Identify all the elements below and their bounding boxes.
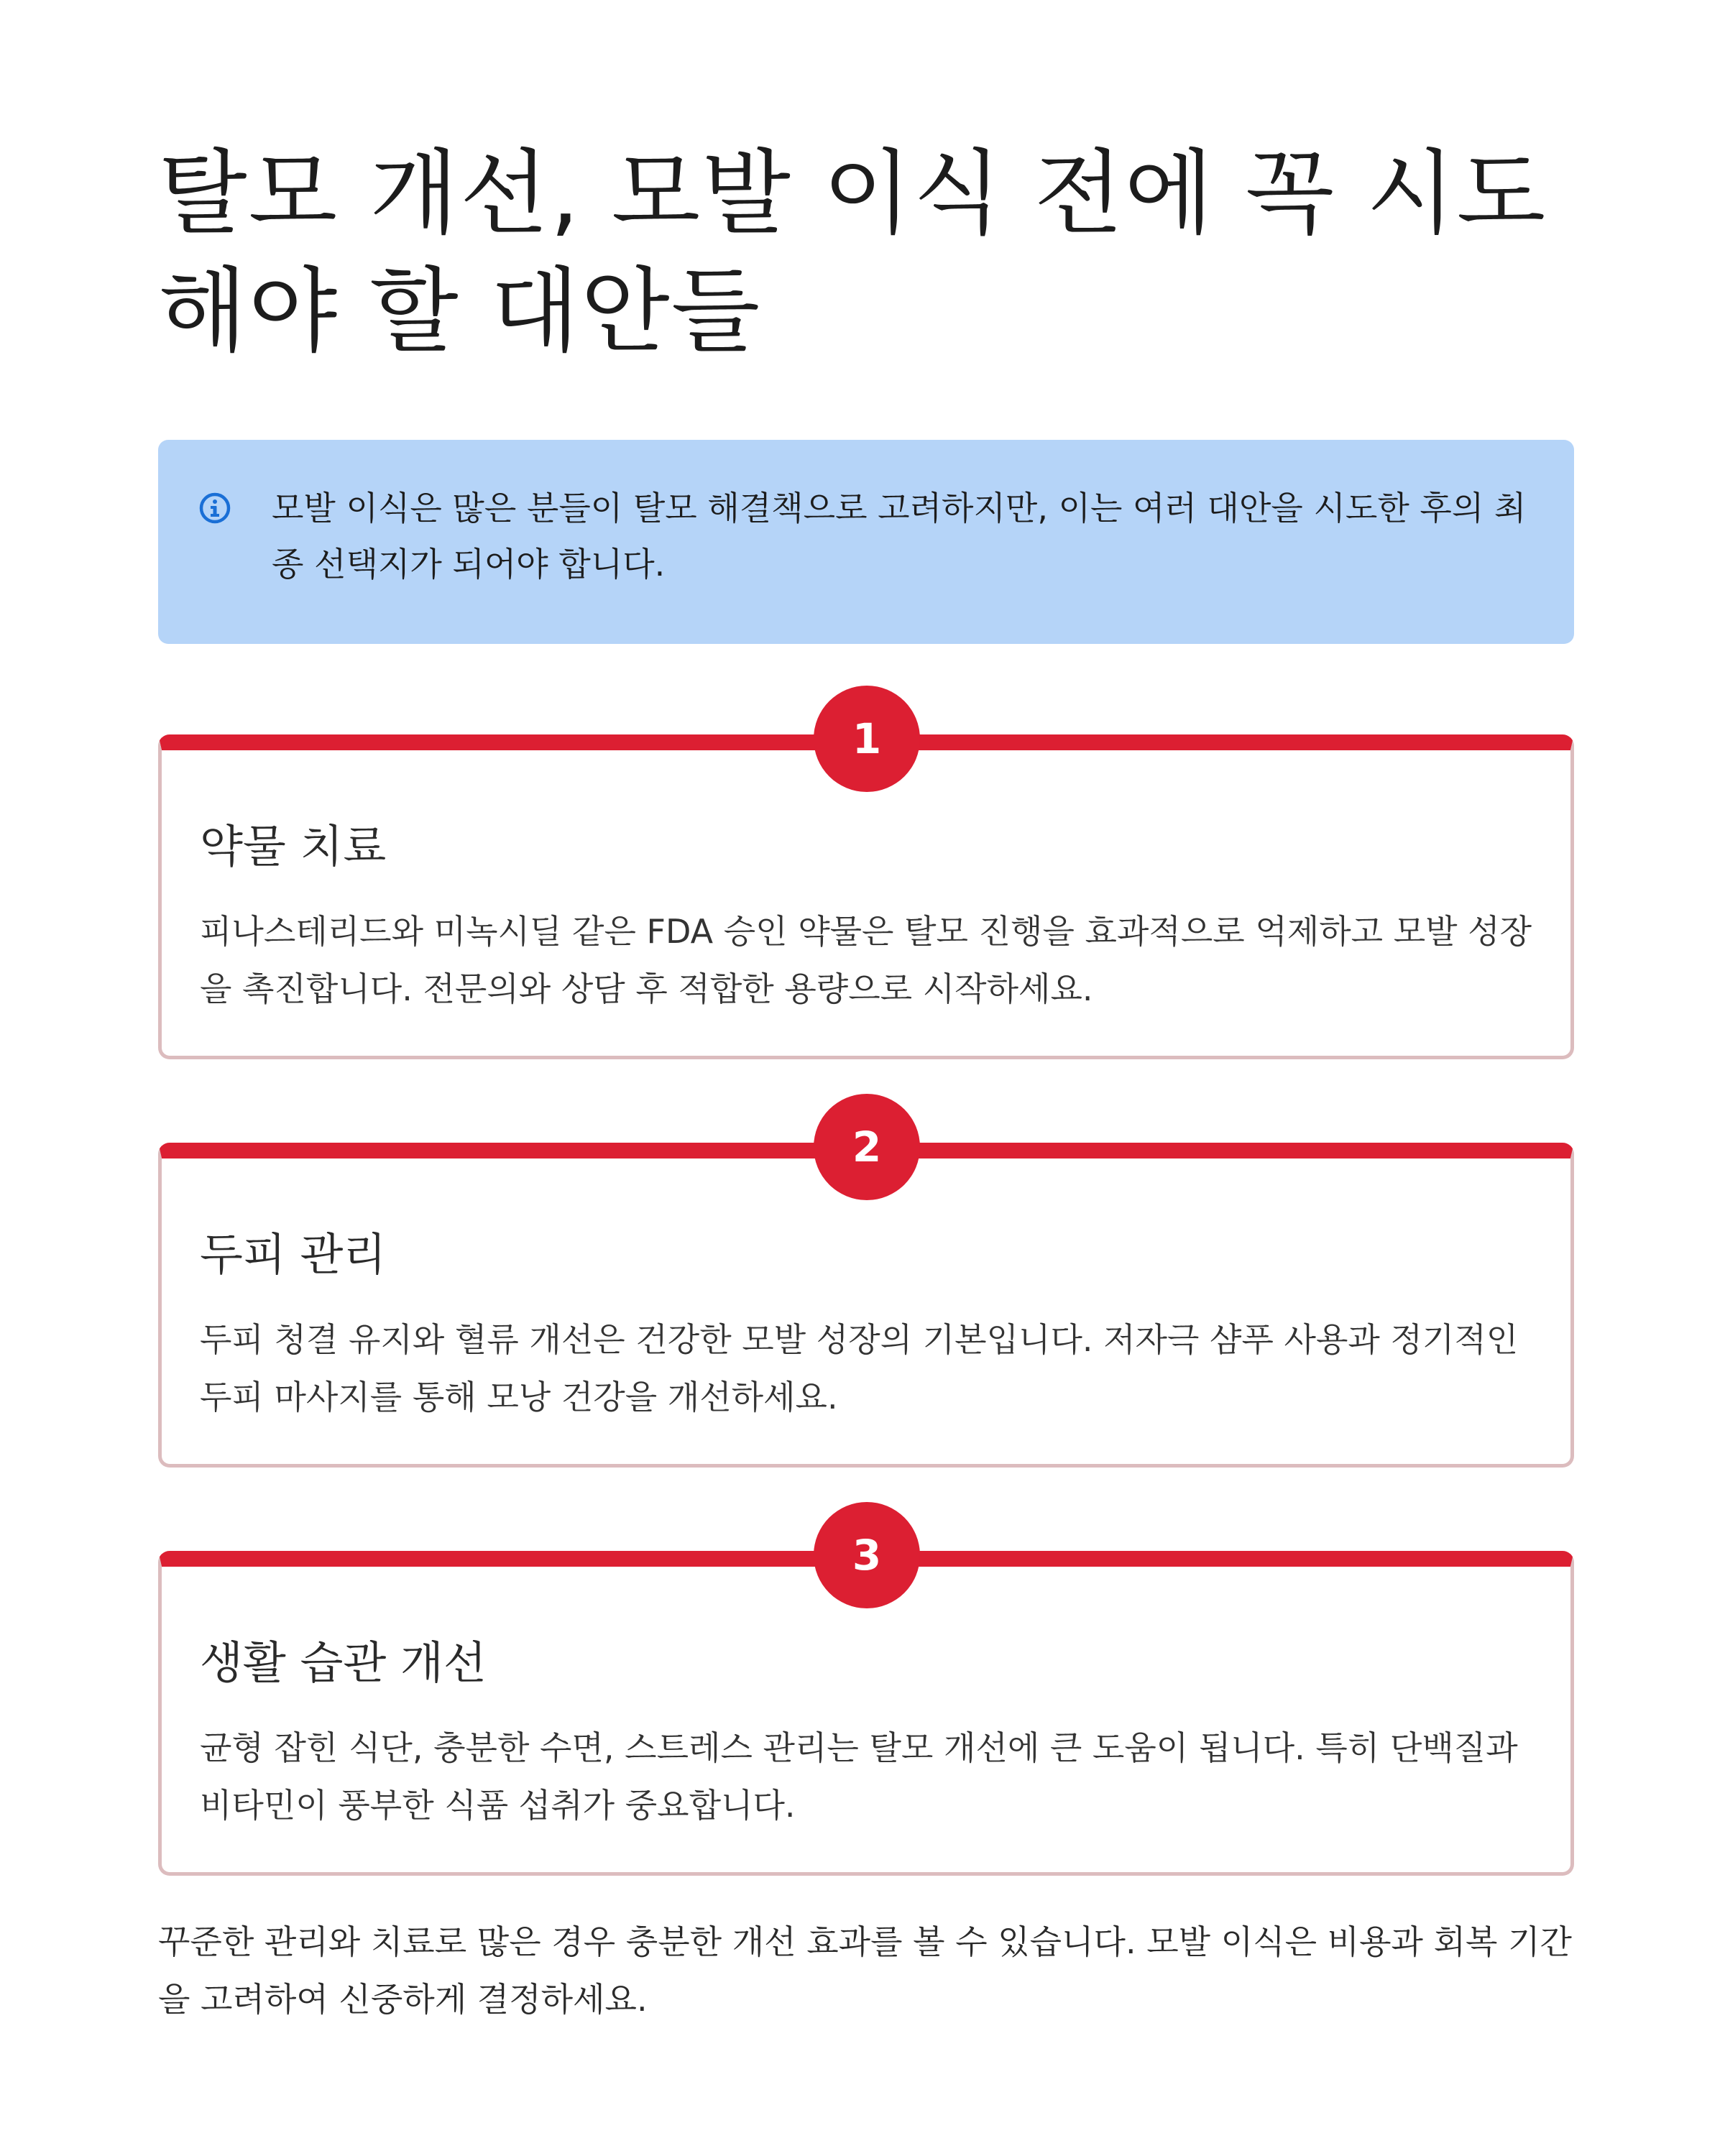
step-number-badge: 3 xyxy=(814,1502,920,1608)
info-circle-icon xyxy=(198,492,231,525)
step-number-badge: 1 xyxy=(814,686,920,792)
step-number-badge: 2 xyxy=(814,1094,920,1200)
step-title: 두피 관리 xyxy=(200,1228,387,1281)
step-card xyxy=(158,1531,1574,1876)
step-card xyxy=(158,1123,1574,1468)
step-description: 균형 잡힌 식단, 충분한 수면, 스트레스 관리는 탈모 개선에 큰 도움이 됩니다. 특히 단백질과 비타민이 풍부한 식품 섭취가 중요합니다. xyxy=(200,1728,1518,1825)
step-description: 두피 청결 유지와 혈류 개선은 건강한 모발 성장의 기본입니다. 저자극 샴푸 사용과 정기적인 두피 마사지를 통해 모낭 건강을 개선하세요. xyxy=(200,1320,1519,1416)
step-title: 생활 습관 개선 xyxy=(200,1636,487,1689)
info-text: 모발 이식은 많은 분들이 탈모 해결책으로 고려하지만, 이는 여러 대안을 시도한 후의 최종 선택지가 되어야 합니다. xyxy=(272,489,1527,584)
step-title: 약물 치료 xyxy=(200,820,387,872)
step-description: 피나스테리드와 미녹시딜 같은 FDA 승인 약물은 탈모 진행을 효과적으로 억제하고 모발 성장을 촉진합니다. 전문의와 상담 후 적합한 용량으로 시작하세요. xyxy=(200,912,1532,1008)
page-title: 탈모 개선, 모발 이식 전에 꼭 시도해야 할 대안들 xyxy=(158,140,1547,365)
closing-paragraph: 꾸준한 관리와 치료로 많은 경우 충분한 개선 효과를 볼 수 있습니다. 모발 이식은 비용과 회복 기간을 고려하여 신중하게 결정하세요. xyxy=(158,1922,1572,2019)
step-card xyxy=(158,714,1574,1059)
info-callout xyxy=(158,440,1574,644)
